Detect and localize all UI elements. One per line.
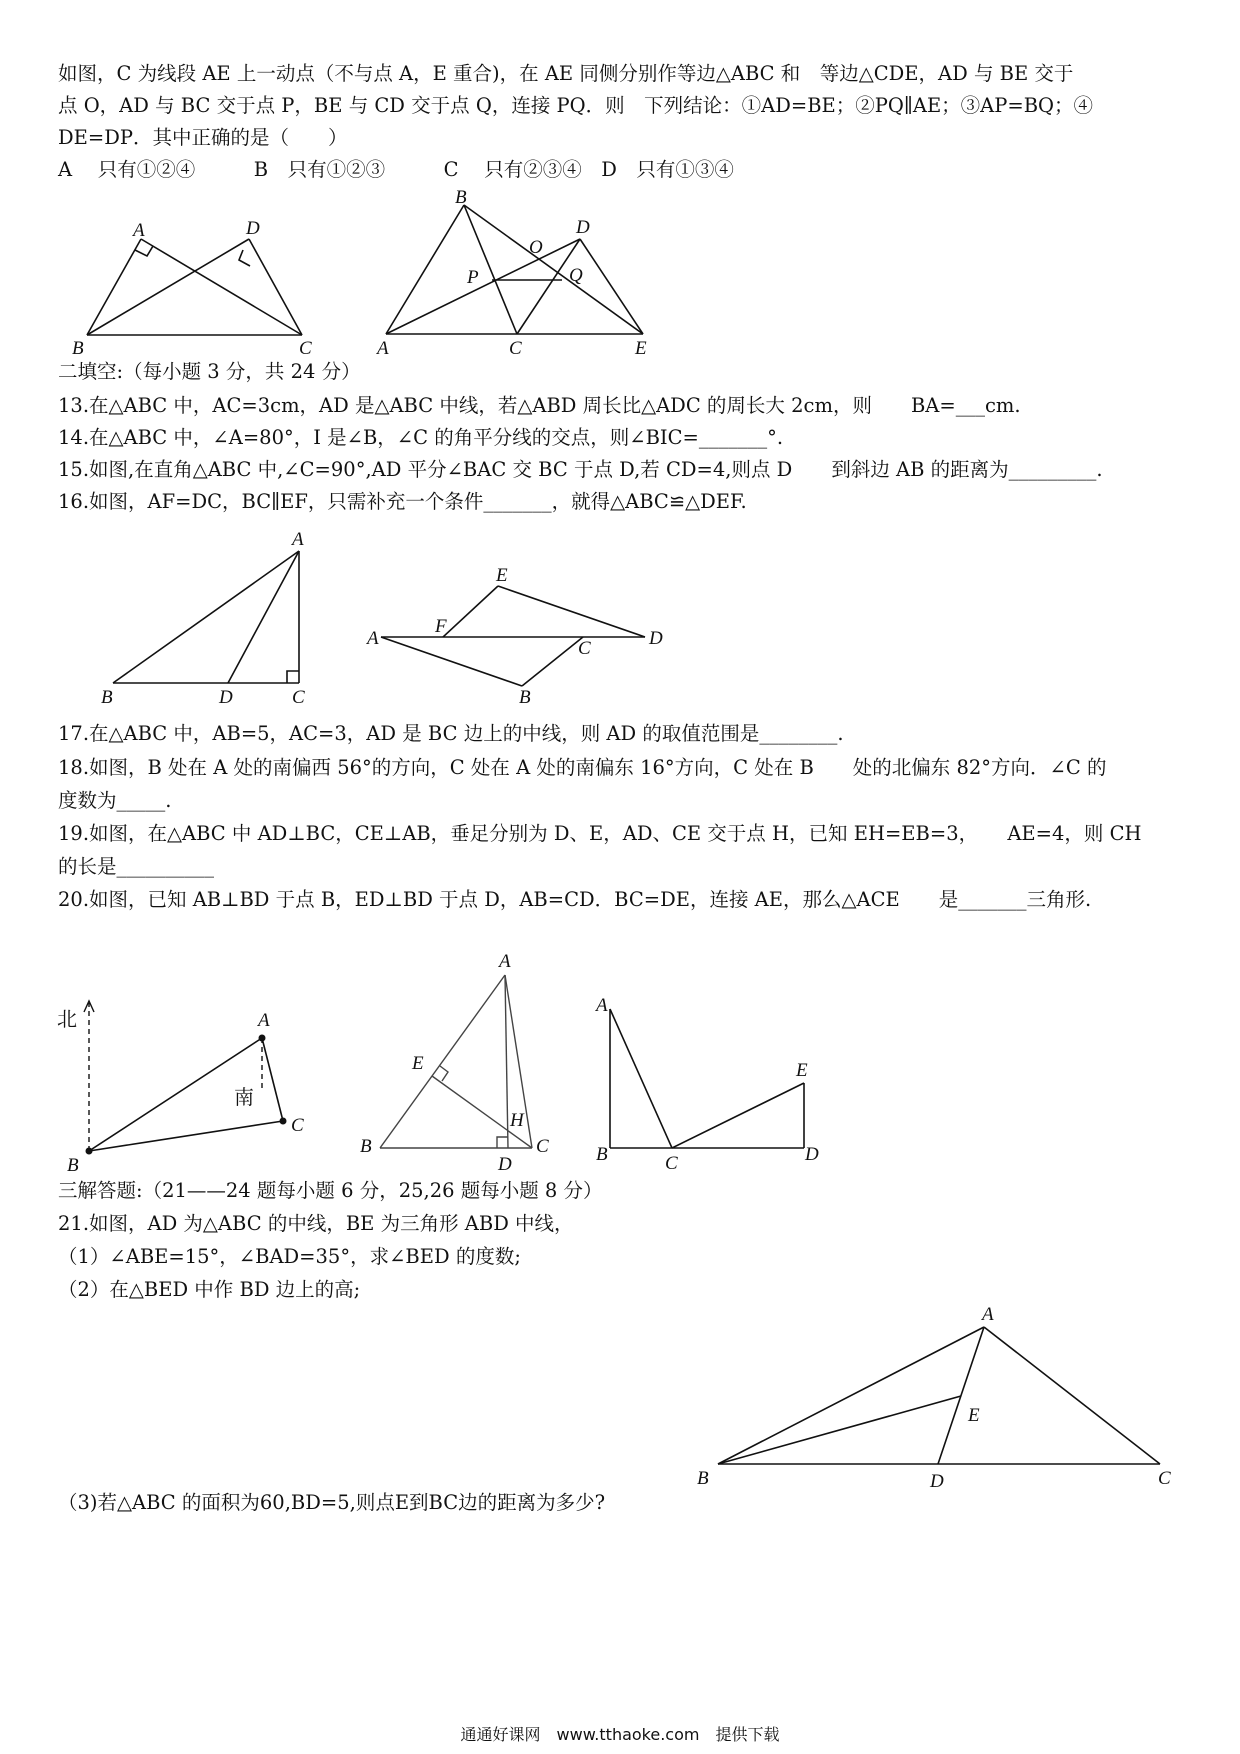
q21-stem: 21.如图，AD 为△ABC 的中线，BE 为三角形 ABD 中线， (58, 1212, 574, 1235)
fig15-label-c: C (292, 687, 305, 708)
fig21-label-c: C (1158, 1468, 1171, 1489)
q21-part2: （2）在△BED 中作 BD 边上的高; (58, 1278, 361, 1301)
figure-q21 (718, 1327, 1160, 1464)
fig2-label-q: Q (569, 265, 583, 286)
fig2-label-p: P (467, 267, 479, 288)
fig2-label-b: B (455, 187, 467, 208)
fig16-label-b: B (519, 687, 531, 708)
fig18-label-c: C (291, 1115, 304, 1136)
fig2-label-o: O (529, 237, 543, 258)
fig15-label-d: D (219, 687, 233, 708)
fig20-label-b: B (596, 1144, 608, 1165)
fig16-label-c: C (578, 638, 591, 659)
q12-options: A 只有①②④ B 只有①②③ C 只有②③④ D 只有①③④ (58, 158, 734, 181)
figure-q20 (610, 1009, 804, 1148)
fig20-label-a: A (596, 995, 608, 1016)
fig21-label-d: D (930, 1471, 944, 1492)
section2-title: 二填空:（每小题 3 分，共 24 分） (58, 360, 361, 383)
north-label: 北 (57, 1007, 77, 1031)
fig2-label-d: D (576, 217, 590, 238)
fig1-label-a: A (133, 220, 145, 241)
q12-stem-line2: 点 O，AD 与 BC 交于点 P，BE 与 CD 交于点 Q，连接 PQ．则 下列结论：①AD=BE；②PQ∥AE；③AP=BQ；④ (58, 94, 1094, 117)
q12-stem-line1: 如图，C 为线段 AE 上一动点（不与点 A，E 重合)，在 AE 同侧分别作等边△ABC 和 等边△CDE，AD 与 BE 交于 (58, 62, 1074, 85)
q21-part3: （3)若△ABC 的面积为60,BD=5,则点E到BC边的距离为多少? (58, 1491, 606, 1514)
fig15-label-a: A (292, 529, 304, 550)
fig1-label-d: D (246, 218, 260, 239)
q19-line2: 的长是__________ (58, 855, 215, 878)
fig20-label-c: C (665, 1153, 678, 1174)
fig16-label-f: F (435, 616, 447, 637)
figure-q18-direction (84, 1001, 287, 1155)
q19-line1: 19.如图，在△ABC 中 AD⊥BC，CE⊥AB，垂足分别为 D、E，AD、CE 交于点 H，已知 EH=EB=3， AE=4，则 CH (58, 822, 1142, 845)
figure-q15-right-triangle (113, 551, 299, 683)
q12-stem-line3: DE=DP．其中正确的是（ ） (58, 126, 348, 149)
fig2-label-c: C (509, 338, 522, 359)
fig19-label-d: D (498, 1154, 512, 1175)
q13-text: 13.在△ABC 中，AC=3cm，AD 是△ABC 中线，若△ABD 周长比△ADC 的周长大 2cm，则 BA=___cm. (58, 394, 1021, 417)
fig21-label-a: A (982, 1304, 994, 1325)
fig16-label-e: E (496, 565, 508, 586)
fig19-label-a: A (499, 951, 511, 972)
fig19-label-c: C (536, 1136, 549, 1157)
figure-q16 (381, 586, 645, 686)
page-footer: 通通好课网 www.tthaoke.com 提供下载 (460, 1725, 780, 1744)
fig21-label-e: E (968, 1405, 980, 1426)
fig18-label-b: B (67, 1155, 79, 1176)
fig2-label-e: E (635, 338, 647, 359)
fig21-label-b: B (697, 1468, 709, 1489)
q17-text: 17.在△ABC 中，AB=5，AC=3，AD 是 BC 边上的中线，则 AD 的取值范围是________. (58, 722, 844, 745)
fig19-label-h: H (510, 1110, 524, 1131)
fig20-label-d: D (805, 1144, 819, 1165)
q14-text: 14.在△ABC 中，∠A=80°，I 是∠B，∠C 的角平分线的交点，则∠BIC=_______°. (58, 426, 784, 449)
fig18-label-a: A (258, 1010, 270, 1031)
fig2-label-a: A (377, 338, 389, 359)
fig19-label-e: E (412, 1053, 424, 1074)
fig1-label-c: C (299, 338, 312, 359)
fig16-label-d: D (649, 628, 663, 649)
q18-line1: 18.如图，B 处在 A 处的南偏西 56°的方向，C 处在 A 处的南偏东 16°方向，C 处在 B 处的北偏东 82°方向．∠C 的 (58, 756, 1107, 779)
fig1-label-b: B (72, 338, 84, 359)
q16-text: 16.如图，AF=DC，BC∥EF，只需补充一个条件_______，就得△ABC≌△DEF. (58, 490, 747, 513)
fig15-label-b: B (101, 687, 113, 708)
section3-title: 三解答题:（21——24 题每小题 6 分，25,26 题每小题 8 分） (58, 1179, 603, 1202)
fig20-label-e: E (796, 1060, 808, 1081)
q20-text: 20.如图，已知 AB⊥BD 于点 B，ED⊥BD 于点 D，AB=CD．BC=DE，连接 AE，那么△ACE 是_______三角形. (58, 888, 1092, 911)
q18-line2: 度数为_____. (58, 789, 172, 812)
q21-part1: （1）∠ABE=15°，∠BAD=35°，求∠BED 的度数; (58, 1245, 521, 1268)
figure-equilateral-triangles (386, 205, 643, 334)
figure-two-right-triangles (87, 239, 302, 335)
fig19-label-b: B (360, 1136, 372, 1157)
q15-text: 15.如图,在直角△ABC 中,∠C=90°,AD 平分∠BAC 交 BC 于点 D,若 CD=4,则点 D 到斜边 AB 的距离为_________. (58, 458, 1103, 481)
fig16-label-a: A (367, 628, 379, 649)
south-label: 南 (234, 1085, 254, 1109)
